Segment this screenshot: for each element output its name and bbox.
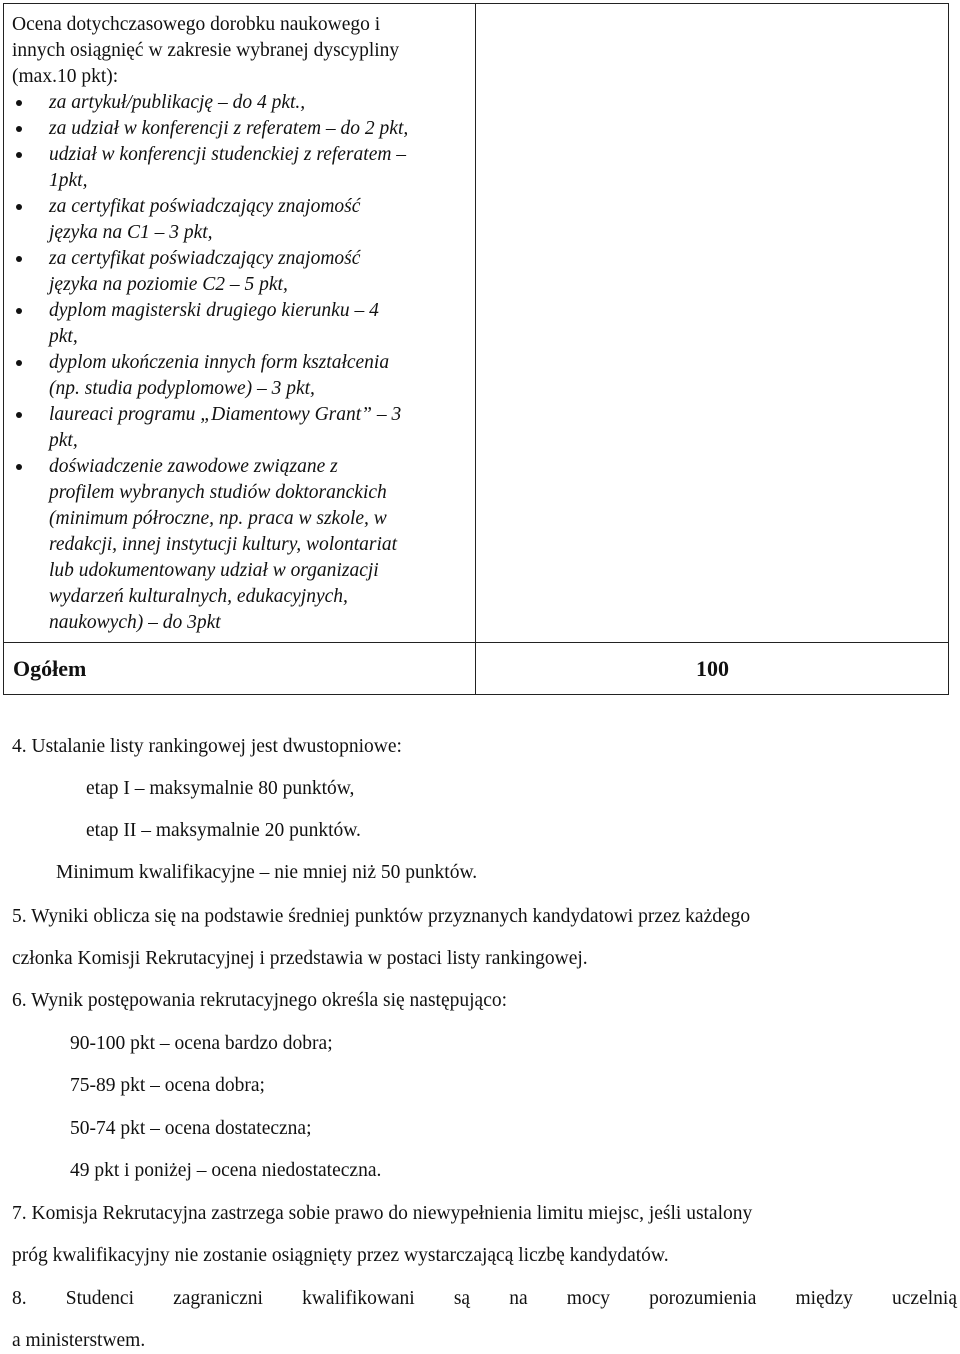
list-item bbox=[12, 454, 472, 636]
criteria-bullet-list bbox=[12, 90, 472, 636]
list-item-text: udział w konferencji studenckiej z referatem – bbox=[49, 144, 407, 165]
grade-line: 49 pkt i poniżej – ocena niedostateczna. bbox=[70, 1160, 382, 1181]
list-item bbox=[12, 350, 472, 402]
list-item-text: (np. studia podyplomowe) – 3 pkt, bbox=[49, 378, 315, 399]
bullet-icon bbox=[16, 204, 22, 210]
list-item-text: dyplom magisterski drugiego kierunku – 4 bbox=[49, 300, 379, 321]
section-6-heading: 6. Wynik postępowania rekrutacyjnego określa się następująco: bbox=[12, 990, 508, 1011]
list-item-text: języka na C1 – 3 pkt, bbox=[49, 222, 213, 243]
bullet-icon bbox=[16, 412, 22, 418]
list-item bbox=[12, 142, 472, 194]
list-item-text: za certyfikat poświadczający znajomość bbox=[49, 196, 361, 217]
list-item-text: pkt, bbox=[49, 326, 78, 347]
section-4-heading: 4. Ustalanie listy rankingowej jest dwustopniowe: bbox=[12, 736, 402, 757]
list-item bbox=[12, 90, 472, 116]
stage-2-line: etap II – maksymalnie 20 punktów. bbox=[86, 820, 361, 841]
bullet-icon bbox=[16, 100, 22, 106]
total-value: 100 bbox=[696, 656, 729, 681]
table-column-divider bbox=[475, 4, 476, 694]
grade-line: 75-89 pkt – ocena dobra; bbox=[70, 1075, 265, 1096]
criteria-title bbox=[12, 12, 472, 90]
grade-line: 90-100 pkt – ocena bardzo dobra; bbox=[70, 1033, 333, 1054]
total-label: Ogółem bbox=[13, 656, 87, 681]
bullet-icon bbox=[16, 152, 22, 158]
list-item bbox=[12, 194, 472, 246]
section-8-line-2: a ministerstwem. bbox=[12, 1330, 146, 1351]
list-item bbox=[12, 402, 472, 454]
section-7-line-1: 7. Komisja Rekrutacyjna zastrzega sobie prawo do niewypełnienia limitu miejsc, jeśli ustalony bbox=[12, 1203, 753, 1224]
list-item-text: naukowych) – do 3pkt bbox=[49, 612, 221, 633]
list-item-text: pkt, bbox=[49, 430, 78, 451]
list-item-text: wydarzeń kulturalnych, edukacyjnych, bbox=[49, 586, 348, 607]
criteria-cell bbox=[12, 12, 472, 636]
stage-1-line: etap I – maksymalnie 80 punktów, bbox=[86, 778, 355, 799]
section-8-line-1: 8. Studenci zagraniczni kwalifikowani są na mocy porozumienia między uczelnią bbox=[12, 1288, 957, 1309]
list-item-text: redakcji, innej instytucji kultury, wolontariat bbox=[49, 534, 398, 555]
list-item-text: za udział w konferencji z referatem – do 2 pkt, bbox=[49, 118, 409, 139]
bullet-icon bbox=[16, 256, 22, 262]
bullet-icon bbox=[16, 464, 22, 470]
list-item-text: profilem wybranych studiów doktoranckich bbox=[49, 482, 387, 503]
list-item-text: laureaci programu „Diamentowy Grant” – 3 bbox=[49, 404, 402, 425]
list-item-text: dyplom ukończenia innych form kształcenia bbox=[49, 352, 390, 373]
list-item bbox=[12, 246, 472, 298]
list-item-text: doświadczenie zawodowe związane z bbox=[49, 456, 338, 477]
bullet-icon bbox=[16, 308, 22, 314]
grade-line: 50-74 pkt – ocena dostateczna; bbox=[70, 1118, 312, 1139]
list-item-text: za certyfikat poświadczający znajomość bbox=[49, 248, 361, 269]
list-item-text: za artykuł/publikację – do 4 pkt., bbox=[49, 92, 306, 113]
bullet-icon bbox=[16, 360, 22, 366]
list-item bbox=[12, 298, 472, 350]
section-5-line-1: 5. Wyniki oblicza się na podstawie średniej punktów przyznanych kandydatowi przez każdego bbox=[12, 906, 751, 927]
list-item-text: 1pkt, bbox=[49, 170, 88, 191]
scoring-table bbox=[3, 3, 949, 695]
criteria-title-line: Ocena dotychczasowego dorobku naukowego i bbox=[12, 14, 381, 35]
list-item-text: języka na poziomie C2 – 5 pkt, bbox=[49, 274, 288, 295]
section-7-line-2: próg kwalifikacyjny nie zostanie osiągnięty przez wystarczającą liczbę kandydatów. bbox=[12, 1245, 669, 1266]
section-5-line-2: członka Komisji Rekrutacyjnej i przedstawia w postaci listy rankingowej. bbox=[12, 948, 588, 969]
criteria-title-line: innych osiągnięć w zakresie wybranej dyscypliny bbox=[12, 40, 400, 61]
criteria-title-line: (max.10 pkt): bbox=[12, 66, 119, 87]
list-item-text: (minimum półroczne, np. praca w szkole, w bbox=[49, 508, 387, 529]
minimum-threshold-line: Minimum kwalifikacyjne – nie mniej niż 50 punktów. bbox=[56, 862, 478, 883]
list-item bbox=[12, 116, 472, 142]
bullet-icon bbox=[16, 126, 22, 132]
table-row-divider bbox=[4, 642, 948, 643]
list-item-text: lub udokumentowany udział w organizacji bbox=[49, 560, 379, 581]
